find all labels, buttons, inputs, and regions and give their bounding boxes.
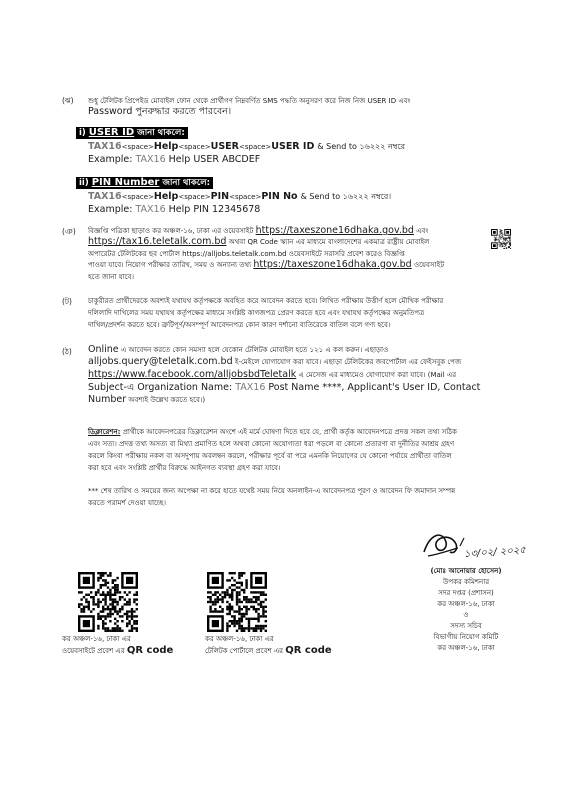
section-nya-line4	[88, 260, 444, 270]
pin-cmd-space2: <space>	[178, 193, 211, 201]
section-nya-line1	[88, 226, 428, 236]
section-nya-l4a: পাওয়া যাবে। নিয়োগ পরীক্ষার তারিখ, সময় ও অন্যান্য তথ্য	[88, 261, 252, 269]
qr-teletalk-caption-1: কর অঞ্চল-১৬, ঢাকা এর	[205, 635, 274, 643]
signatory-committee: বিভাগীয় নিয়োগ কমিটি	[433, 633, 499, 641]
declaration-title: ডিক্লারেশন:	[88, 428, 121, 436]
user-id-cmd-userid: USER ID	[271, 141, 315, 152]
section-tha-l5a: Number	[88, 394, 127, 405]
section-marker-nya: (ঞ)	[62, 227, 76, 236]
support-email-link[interactable]: alljobs.query@teletalk.com.bd	[88, 356, 233, 367]
section-tha-line5	[88, 395, 205, 405]
section-jha-intro-line1: শুধু টেলিটক প্রিপেইড মোবাইল ফোন থেকে প্রার্থীগণ নিম্নবর্ণিত SMS পদ্ধতি অনুসরণ করে নিজ নিজ USER ID এবং	[88, 97, 411, 105]
teletalk-portal-link[interactable]: https://tax16.teletalk.com.bd	[88, 236, 227, 247]
facebook-page-link[interactable]: https://www.facebook.com/alljobsbdTeletalk	[88, 369, 297, 380]
signatory-committee-zone: কর অঞ্চল-১৬, ঢাকা	[437, 644, 495, 652]
qr-website-caption-2: ওয়েবসাইটে প্রবেশ এর	[62, 647, 125, 655]
section-marker-tha: (ঠ)	[62, 347, 72, 356]
section-tha-l3b: এ মেসেজ এর মাধ্যমেও যোগাযোগ করা যাবে। (Mail এর	[298, 371, 457, 379]
section-nya-line5: হতে জানা যাবে।	[88, 273, 134, 281]
pin-command	[88, 191, 391, 203]
qr-code-teletalk[interactable]	[207, 572, 267, 632]
qr-website-caption-1: কর অঞ্চল-১৬, ঢাকা এর	[62, 635, 131, 643]
pin-example-label: Example:	[88, 204, 133, 215]
pin-header-prefix: ii)	[79, 178, 89, 188]
user-id-header-prefix: i)	[79, 128, 86, 138]
section-ta-line2: দলিলাদি দাখিলের সময় যথাযথ কর্তৃপক্ষের মাধ্যমে সংশ্লিষ্ট কাগজপত্র প্রেরণ করতে হবে এবং যথাযথ কর্তৃপক্ষের অনুমতিপত্র	[88, 309, 425, 317]
user-id-example-code: TAX16	[135, 154, 166, 165]
qr-teletalk-label: QR code	[285, 645, 332, 656]
user-id-example-rest: Help USER ABCDEF	[168, 154, 261, 165]
declaration-line3: করলে কিংবা পরীক্ষায় নকল বা অসদুপায় অবলম্বন করলে, পরীক্ষার পূর্বে বা পরে এমনকি নিয়োগের যে কোনো পর্যায়ে প্রার্থীতা বাতিল	[88, 452, 452, 460]
user-id-cmd-space1: <space>	[121, 143, 154, 151]
signature-block	[396, 566, 536, 654]
section-tha-l5b: অবশ্যই উল্লেখ করতে হবে।)	[128, 396, 206, 404]
pin-example	[88, 204, 260, 216]
qr-code-website-graphic	[78, 572, 138, 632]
section-nya-l1a: বিজ্ঞপ্তি পত্রিকা ছাড়াও কর অঞ্চল-১৬, ঢাকা এর ওয়েবসাইট	[88, 227, 254, 235]
pin-cmd-code: TAX16	[88, 191, 122, 202]
section-tha-l2b: ই-মেইলে যোগাযোগ করা যাবে। এছাড়া টেলিটকের জবপোর্টাল এর ফেইসবুক পেজ	[234, 358, 462, 366]
pin-cmd-space3: <space>	[229, 193, 262, 201]
section-ta-line3: দাখিল/প্রদর্শন করতে হবে। ত্রুটিপূর্ণ/অসম্পূর্ণ আবেদনপত্র কোন কারণ দর্শানো ব্যতিরেকে বাতিল বলে গণ্য হবে।	[88, 321, 391, 329]
signatory-zone: কর অঞ্চল-১৬, ঢাকা	[437, 600, 495, 608]
pin-cmd-pinno: PIN No	[261, 191, 298, 202]
qr-teletalk-caption-2: টেলিটক পোর্টালে প্রবেশ এর	[205, 647, 284, 655]
user-id-cmd-space2: <space>	[178, 143, 211, 151]
section-nya-line3: অপারেটর টেলিটকের ছব পোর্টাল https://alljobs.teletalk.com.bd ওয়েবসাইটে সরাসরি প্রবেশ করেও বিজ্ঞপ্তি	[88, 250, 405, 258]
website-link-2[interactable]: https://taxeszone16dhaka.gov.bd	[253, 259, 412, 270]
signatory-secretary: সদস্য সচিব	[450, 622, 482, 630]
declaration-line4: করা হবে এবং সংশ্লিষ্ট প্রার্থীর বিরুদ্ধে আইনগত ব্যবস্থা গ্রহণ করা যাবে।	[88, 464, 281, 472]
section-tha-l4a: Subject-এ Organization Name:	[88, 382, 233, 393]
pin-cmd-pin: PIN	[210, 191, 230, 202]
section-ta-line1: চাকুরীরত প্রার্থীদেরকে অবশ্যই যথাযথ কর্তৃপক্ষকে অবহিত করে আবেদন করতে হবে। লিখিত পরীক্ষায় উত্তীর্ণ হলে মৌখিক পরীক্ষার	[88, 297, 444, 305]
declaration-line1	[88, 427, 457, 437]
qr-code-icon	[491, 229, 511, 249]
user-id-header-suffix: জানা থাকলে:	[137, 128, 185, 138]
user-id-header-main: USER ID	[88, 127, 135, 138]
user-id-cmd-user: USER	[210, 141, 239, 152]
qr-website-label: QR code	[126, 645, 174, 656]
section-tha-online: Online	[88, 344, 119, 355]
user-id-example-label: Example:	[88, 154, 133, 165]
section-tha-l4b: Post Name ****, Applicant's User ID, Contact	[268, 382, 481, 393]
website-link-1[interactable]: https://taxeszone16dhaka.gov.bd	[255, 225, 414, 236]
pin-cmd-help: Help	[153, 191, 179, 202]
pin-header-main: PIN Number	[91, 177, 160, 188]
section-marker-ta: (ট)	[62, 297, 72, 306]
section-tha-code: TAX16	[235, 382, 266, 393]
note-line1: *** শেষ তারিখ ও সময়ের জন্য অপেক্ষা না করে হাতে যথেষ্ট সময় নিয়ে অনলাইন-এ আবেদনপত্র পূরণ ও আবেদন ফি জমাদান সম্পন্ন	[88, 487, 456, 495]
pin-cmd-tail: & Send to ১৬২২২ নম্বরে।	[300, 192, 392, 201]
signatory-and: ও	[463, 611, 469, 619]
pin-header-suffix: জানা থাকলে:	[162, 178, 210, 188]
qr-code-small-graphic	[491, 229, 511, 249]
section-nya-line2	[88, 237, 429, 247]
section-nya-l2a: অথবা QR Code স্ক্যান এর মাধ্যমে বাংলাদেশের একমাত্র রাষ্ট্রীয় মোবাইল	[228, 238, 430, 246]
pin-header	[76, 177, 213, 189]
user-id-cmd-tail: & Send to ১৬২২২ নম্বরে	[317, 142, 406, 151]
section-nya-l1b: এবং	[416, 227, 429, 235]
pin-cmd-space1: <space>	[121, 193, 154, 201]
user-id-cmd-help: Help	[153, 141, 179, 152]
qr-website-caption	[62, 634, 212, 657]
handwritten-date: ১৩/০২/ ২০২৫	[463, 544, 527, 561]
section-marker-jha: (ঝ)	[62, 96, 74, 105]
qr-code-website[interactable]	[78, 572, 138, 632]
note-line2: করতে পরামর্শ দেওয়া যাচ্ছে।	[88, 499, 166, 507]
user-id-cmd-code: TAX16	[88, 141, 122, 152]
qr-teletalk-caption	[205, 634, 375, 657]
section-jha-intro	[88, 96, 508, 117]
user-id-cmd-space3: <space>	[239, 143, 272, 151]
section-tha-line3	[88, 370, 456, 380]
section-tha-line1	[88, 345, 388, 355]
user-id-example	[88, 154, 260, 166]
signatory-designation: উপকর কমিশনার	[442, 578, 490, 586]
section-jha-intro-line2: Password পুনরুদ্ধার করতে পারবেন।	[88, 105, 232, 117]
declaration-line2: এবং সত্য। প্রদত্ত তথ্য অসত্য বা মিথ্যা প্রমাণিত হলে অথবা কোনো অযোগ্যতা ধরা পড়লে বা কোনো প্রতারণা বা দুর্নীতির আশ্রয় গ্রহণ	[88, 440, 455, 448]
signatory-office: সদর দপ্তর (প্রশাসন)	[438, 589, 494, 597]
section-tha-line2	[88, 357, 461, 367]
pin-example-rest: Help PIN 12345678	[168, 204, 261, 215]
user-id-command	[88, 141, 405, 153]
section-tha-line4	[88, 382, 480, 394]
qr-code-teletalk-graphic	[207, 572, 267, 632]
signatory-name: (মোঃ আনোয়ার হোসেন)	[430, 567, 502, 575]
pin-example-code: TAX16	[135, 204, 166, 215]
user-id-header	[76, 127, 188, 139]
declaration-l1: প্রার্থীকে আবেদনপত্রের ডিক্লারেশন অংশে এই মর্মে ঘোষণা দিতে হবে যে, প্রার্থী কর্তৃক আবেদনপত্রে প্রদত্ত সকল তথ্য সঠিক	[122, 428, 457, 436]
section-nya-l4b: ওয়েবসাইট	[413, 261, 445, 269]
section-tha-l1b: এ আবেদন করতে কোন সমস্যা হলে যেকোন টেলিটক মোবাইল হতে ১২১ এ কল করুন। এছাড়াও	[120, 346, 389, 354]
